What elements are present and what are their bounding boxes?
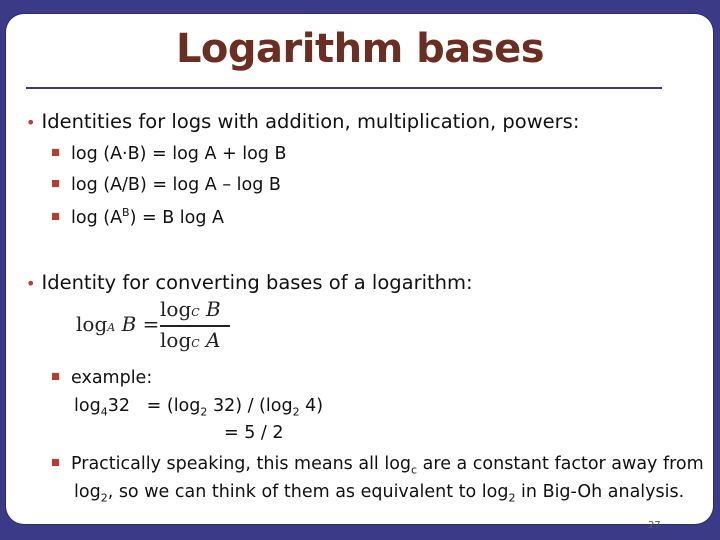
square-bullet-icon: [52, 213, 59, 220]
sub-bullet-sup: B: [122, 206, 130, 219]
bullet-identities: [26, 110, 579, 133]
sub-bullet-text-pre: log (A: [71, 207, 123, 228]
square-bullet-icon: [52, 373, 59, 380]
ex-sub3: 2: [292, 405, 300, 419]
ex-sub2: 2: [200, 405, 208, 419]
practical-pre: Practically speaking, this means all log: [71, 454, 412, 474]
square-bullet-icon: [52, 149, 59, 156]
ex-log: log: [74, 396, 101, 416]
formula-lhs-log: log: [76, 312, 108, 336]
den-log: log: [160, 328, 192, 352]
practical-l2-sub2: 2: [508, 491, 516, 505]
practical-post: are a constant factor away from: [417, 454, 704, 474]
sub-bullet-text-post: ) = B log A: [129, 207, 224, 228]
bullet-text: Identities for logs with addition, multiplication, powers:: [41, 110, 580, 133]
formula-numerator: [160, 297, 221, 321]
den-arg: A: [206, 328, 221, 352]
sub-bullet-3: [52, 206, 224, 228]
bullet-dot-icon: •: [26, 274, 36, 293]
sub-bullet-text: log (A/B) = log A – log B: [71, 175, 281, 195]
sub-bullet-1: [52, 144, 286, 164]
sub-bullet-text: log (A·B) = log A + log B: [71, 144, 287, 164]
example-line-1: [74, 396, 323, 419]
slide-title: Logarithm bases: [175, 26, 545, 72]
square-bullet-icon: [52, 459, 59, 466]
formula-lhs-base: A: [107, 321, 116, 334]
square-bullet-icon: [52, 180, 59, 187]
num-arg: B: [206, 297, 221, 321]
example-label: example:: [71, 368, 153, 388]
ex-sub: 4: [100, 405, 108, 419]
ex-mid: 32 = (log: [107, 396, 201, 416]
ex-mid2: 32) / (log: [207, 396, 293, 416]
slide-background: [6, 14, 713, 524]
bullet-dot-icon: •: [26, 113, 36, 132]
practical-sub: c: [411, 463, 418, 477]
page-number: 27: [648, 520, 661, 531]
bullet-text: Identity for converting bases of a logarithm:: [41, 271, 473, 294]
example-line-2: = 5 / 2: [224, 423, 284, 443]
formula-lhs: [76, 312, 159, 336]
bullet-conversion: [26, 271, 473, 294]
fraction-bar: [160, 325, 230, 327]
formula-lhs-arg: B =: [121, 312, 160, 336]
practical-l2-post: in Big-Oh analysis.: [515, 482, 685, 502]
practical-l2-mid: , so we can think of them as equivalent to log: [107, 482, 509, 502]
num-base: C: [191, 306, 200, 319]
sub-bullet-2: [52, 175, 281, 195]
ex-end: 4): [299, 396, 324, 416]
sub-bullet-example: [52, 368, 152, 388]
formula-denominator: [160, 328, 220, 352]
den-base: C: [191, 337, 200, 350]
practical-line-2: [74, 482, 684, 505]
num-log: log: [160, 297, 192, 321]
title-underline: [26, 87, 662, 89]
practical-l2-sub: 2: [100, 491, 108, 505]
practical-l2-pre: log: [74, 482, 101, 502]
sub-bullet-practical: [52, 454, 704, 477]
